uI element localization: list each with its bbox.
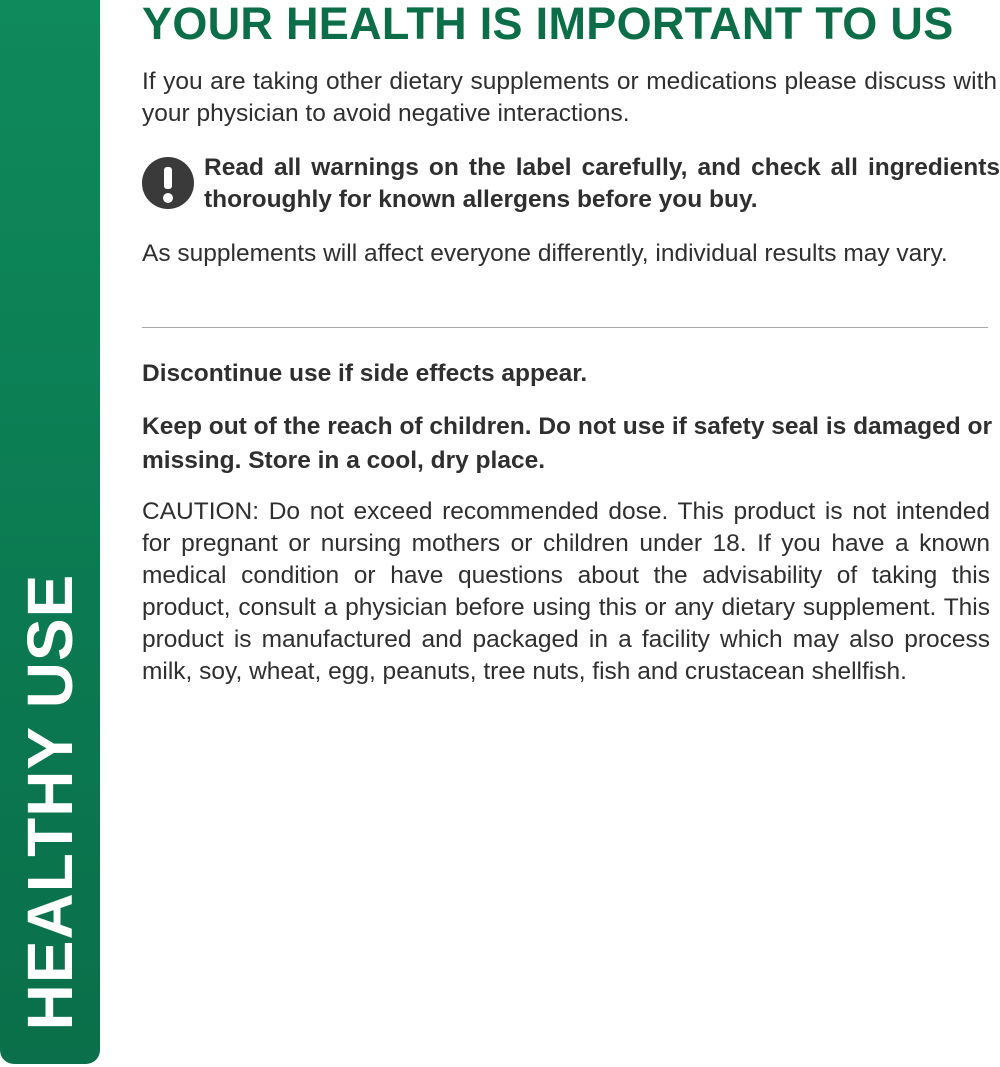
warning-callout (142, 152, 1000, 222)
exclamation-circle-icon (142, 157, 194, 209)
sidebar-label: HEALTHY USE (14, 573, 86, 1031)
discontinue-notice: Discontinue use if side effects appear. (142, 360, 588, 387)
main-content (142, 0, 1000, 685)
results-paragraph: As supplements will affect everyone differently, individual results may vary. (142, 240, 948, 267)
intro-paragraph: If you are taking other dietary supplements or medications please discuss with your physician to avoid negative interactions. (142, 68, 997, 127)
caution-paragraph: CAUTION: Do not exceed recommended dose. This product is not intended for pregnant or nursing mothers or children under 18. If you have a known medical condition or have questions about the advisability of taking this product, consult a physician before using this or any dietary supplement. This product is manufactured and packaged in a facility which may also process milk, soy, wheat, egg, peanuts, tree nuts, fish and crustacean shellfish. (142, 498, 990, 685)
section-divider (142, 327, 988, 328)
warning-text: Read all warnings on the label carefully, and check all ingredients thoroughly for known allergens before you buy. (204, 154, 1000, 213)
page-title: YOUR HEALTH IS IMPORTANT TO US (142, 0, 954, 49)
storage-notice: Keep out of the reach of children. Do not use if safety seal is damaged or missing. Store in a cool, dry place. (142, 413, 992, 474)
sidebar-banner (0, 0, 100, 1064)
